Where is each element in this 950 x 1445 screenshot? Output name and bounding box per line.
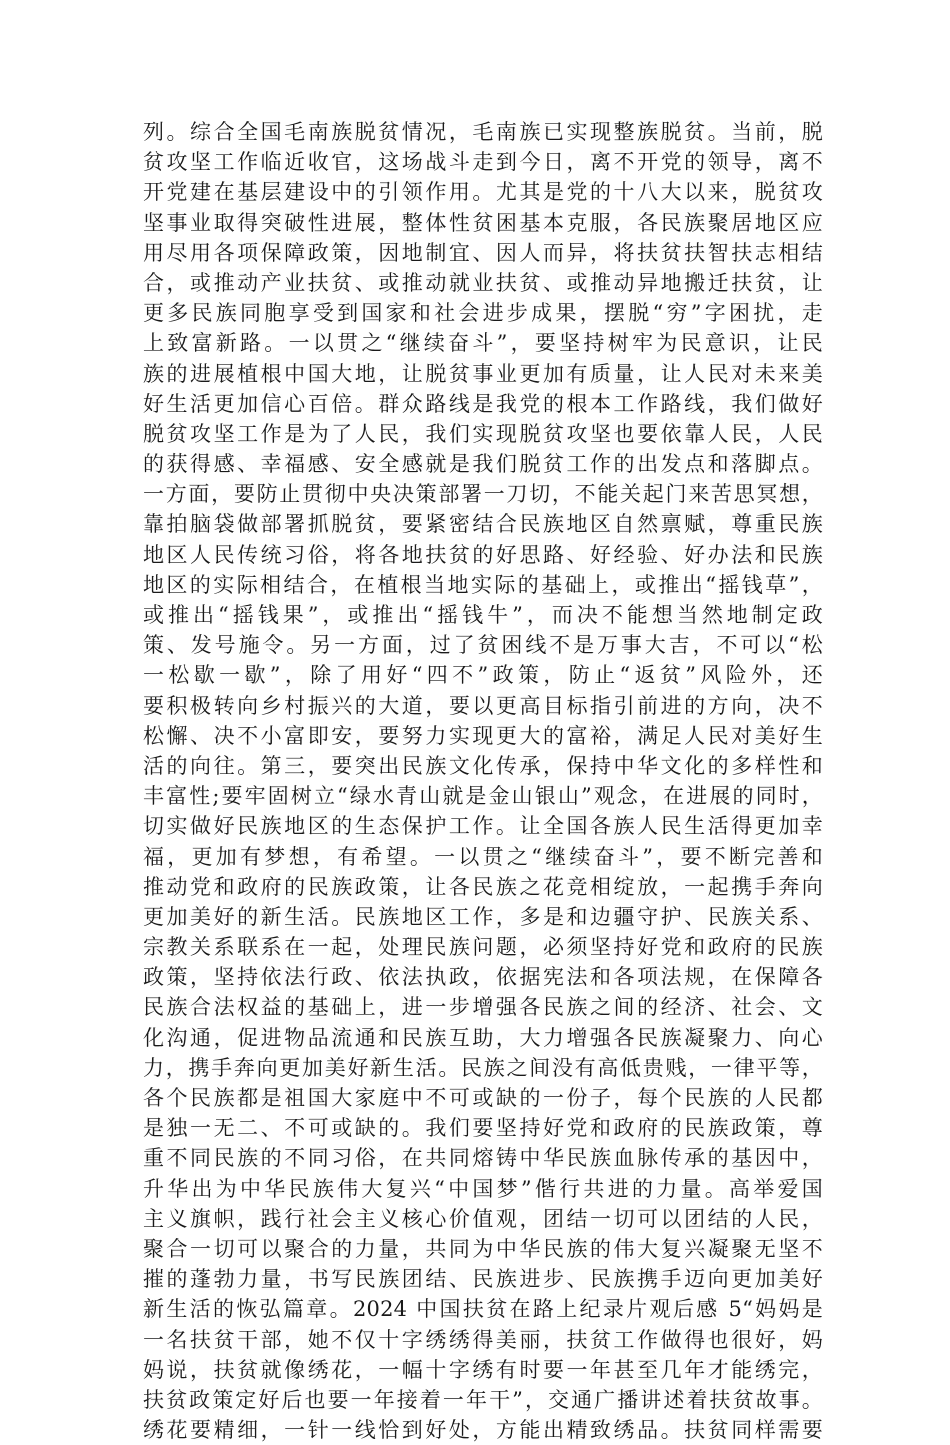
text-line: 更加美好的新生活。民族地区工作，多是和边疆守护、民族关系、 [143,904,823,929]
text-line: 地区人民传统习俗，将各地扶贫的好思路、好经验、好办法和民族 [143,542,823,567]
text-line: 靠拍脑袋做部署抓脱贫，要紧密结合民族地区自然禀赋，尊重民族 [143,512,823,537]
text-line: 化沟通，促进物品流通和民族互助，大力增强各民族凝聚力、向心 [143,1025,823,1050]
text-line: 贫攻坚工作临近收官，这场战斗走到今日，离不开党的领导，离不 [143,150,823,175]
text-line: 要积极转向乡村振兴的大道，要以更高目标指引前进的方向，决不 [143,693,823,718]
text-line: 主义旗帜，践行社会主义核心价值观，团结一切可以团结的人民， [143,1206,823,1231]
text-line: 力，携手奔向更加美好新生活。民族之间没有高低贵贱，一律平等， [143,1055,823,1080]
text-line: 上致富新路。一以贯之“继续奋斗”，要坚持树牢为民意识，让民 [143,331,823,356]
text-line: 列。综合全国毛南族脱贫情况，毛南族已实现整族脱贫。当前，脱 [143,120,823,144]
text-line: 的获得感、幸福感、安全感就是我们脱贫工作的出发点和落脚点。 [143,452,823,477]
text-line: 好生活更加信心百倍。群众路线是我党的根本工作路线，我们做好 [143,391,823,416]
text-line: 绣花要精细，一针一线恰到好处，方能出精致绣品。扶贫同样需要 [143,1418,823,1443]
text-line: 妈说，扶贫就像绣花，一幅十字绣有时要一年甚至几年才能绣完， [143,1357,823,1382]
text-line: 或推出“摇钱果”，或推出“摇钱牛”，而决不能想当然地制定政 [143,603,823,627]
text-line: 宗教关系联系在一起，处理民族问题，必须坚持好党和政府的民族 [143,935,823,960]
text-line: 松懈、决不小富即安，要努力实现更大的富裕，满足人民对美好生 [143,723,823,748]
text-line: 一松歇一歇”，除了用好“四不”政策，防止“返贫”风险外，还 [143,663,823,688]
text-line: 切实做好民族地区的生态保护工作。让全国各族人民生活得更加幸 [143,814,823,839]
text-line: 推动党和政府的民族政策，让各民族之花竞相绽放，一起携手奔向 [143,874,823,899]
text-line: 活的向往。第三，要突出民族文化传承，保持中华文化的多样性和 [143,753,823,778]
text-line: 策、发号施令。另一方面，过了贫困线不是万事大吉，不可以“松 [143,633,823,658]
text-line: 民族合法权益的基础上，进一步增强各民族之间的经济、社会、文 [143,995,823,1020]
text-line: 重不同民族的不同习俗，在共同熔铸中华民族血脉传承的基因中， [143,1146,823,1171]
body-text [143,117,823,1445]
text-line: 用尽用各项保障政策，因地制宜、因人而异，将扶贫扶智扶志相结 [143,240,823,265]
text-line: 福，更加有梦想，有希望。一以贯之“继续奋斗”，要不断完善和 [143,844,823,869]
text-line: 更多民族同胞享受到国家和社会进步成果，摆脱“穷”字困扰，走 [143,301,823,326]
text-line: 族的进展植根中国大地，让脱贫事业更加有质量，让人民对未来美 [143,361,823,386]
text-line: 合，或推动产业扶贫、或推动就业扶贫、或推动异地搬迁扶贫，让 [143,270,823,295]
text-line: 摧的蓬勃力量，书写民族团结、民族进步、民族携手迈向更加美好 [143,1267,823,1292]
text-line: 地区的实际相结合，在植根当地实际的基础上，或推出“摇钱草”， [143,572,823,597]
text-line: 各个民族都是祖国大家庭中不可或缺的一份子，每个民族的人民都 [143,1086,823,1110]
text-line: 是独一无二、不可或缺的。我们要坚持好党和政府的民族政策，尊 [143,1116,823,1141]
text-line: 丰富性;要牢固树立“绿水青山就是金山银山”观念，在进展的同时， [143,784,823,809]
text-line: 扶贫政策定好后也要一年接着一年干”，交通广播讲述着扶贫故事。 [143,1387,823,1412]
text-line: 新生活的恢弘篇章。2024 中国扶贫在路上纪录片观后感 5“妈妈是 [143,1297,823,1322]
text-line: 坚事业取得突破性进展，整体性贫困基本克服，各民族聚居地区应 [143,210,823,235]
text-line: 开党建在基层建设中的引领作用。尤其是党的十八大以来，脱贫攻 [143,180,823,205]
text-line: 政策，坚持依法行政、依法执政，依据宪法和各项法规，在保障各 [143,965,823,990]
text-line: 一方面，要防止贯彻中央决策部署一刀切，不能关起门来苦思冥想， [143,482,823,507]
text-line: 一名扶贫干部，她不仅十字绣绣得美丽，扶贫工作做得也很好，妈 [143,1327,823,1352]
text-line: 脱贫攻坚工作是为了人民，我们实现脱贫攻坚也要依靠人民，人民 [143,421,823,446]
text-line: 聚合一切可以聚合的力量，共同为中华民族的伟大复兴凝聚无坚不 [143,1236,823,1261]
text-line: 升华出为中华民族伟大复兴“中国梦”偕行共进的力量。高举爱国 [143,1176,823,1201]
